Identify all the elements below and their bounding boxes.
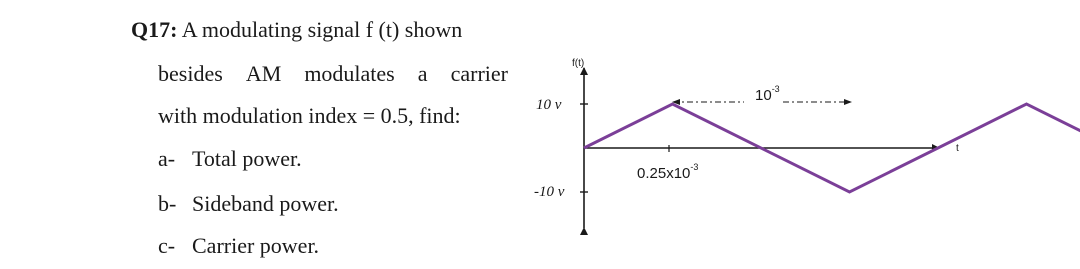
question-line-1: A modulating signal f (t) shown [181,17,463,42]
item-text: Sideband power. [192,191,339,216]
question-word: modulates [304,61,395,86]
quarter-period-label-exponent: -3 [690,162,699,172]
item-tag: b- [158,191,177,216]
question-word: AM [245,61,282,86]
period-label-base: 10 [755,87,772,104]
x-axis-label: t [956,143,959,154]
question-word: carrier [450,61,508,86]
question-line-3: with modulation index = 0.5, find: [158,103,461,128]
quarter-period-label-base: 0.25x10 [637,165,691,182]
question-word: a [417,61,428,86]
period-label [755,84,780,104]
item-text: Carrier power. [192,233,320,258]
y-max-label: 10 v [536,97,562,113]
y-min-label: -10 v [534,184,565,200]
item-tag: c- [158,233,176,258]
quarter-period-label [637,162,698,182]
y-axis-label: f(t) [572,58,585,69]
question-word: besides [158,61,223,86]
period-label-exponent: -3 [771,84,780,94]
item-tag: a- [158,146,176,171]
question-number: Q17: [131,17,178,42]
item-text: Total power. [192,146,302,171]
